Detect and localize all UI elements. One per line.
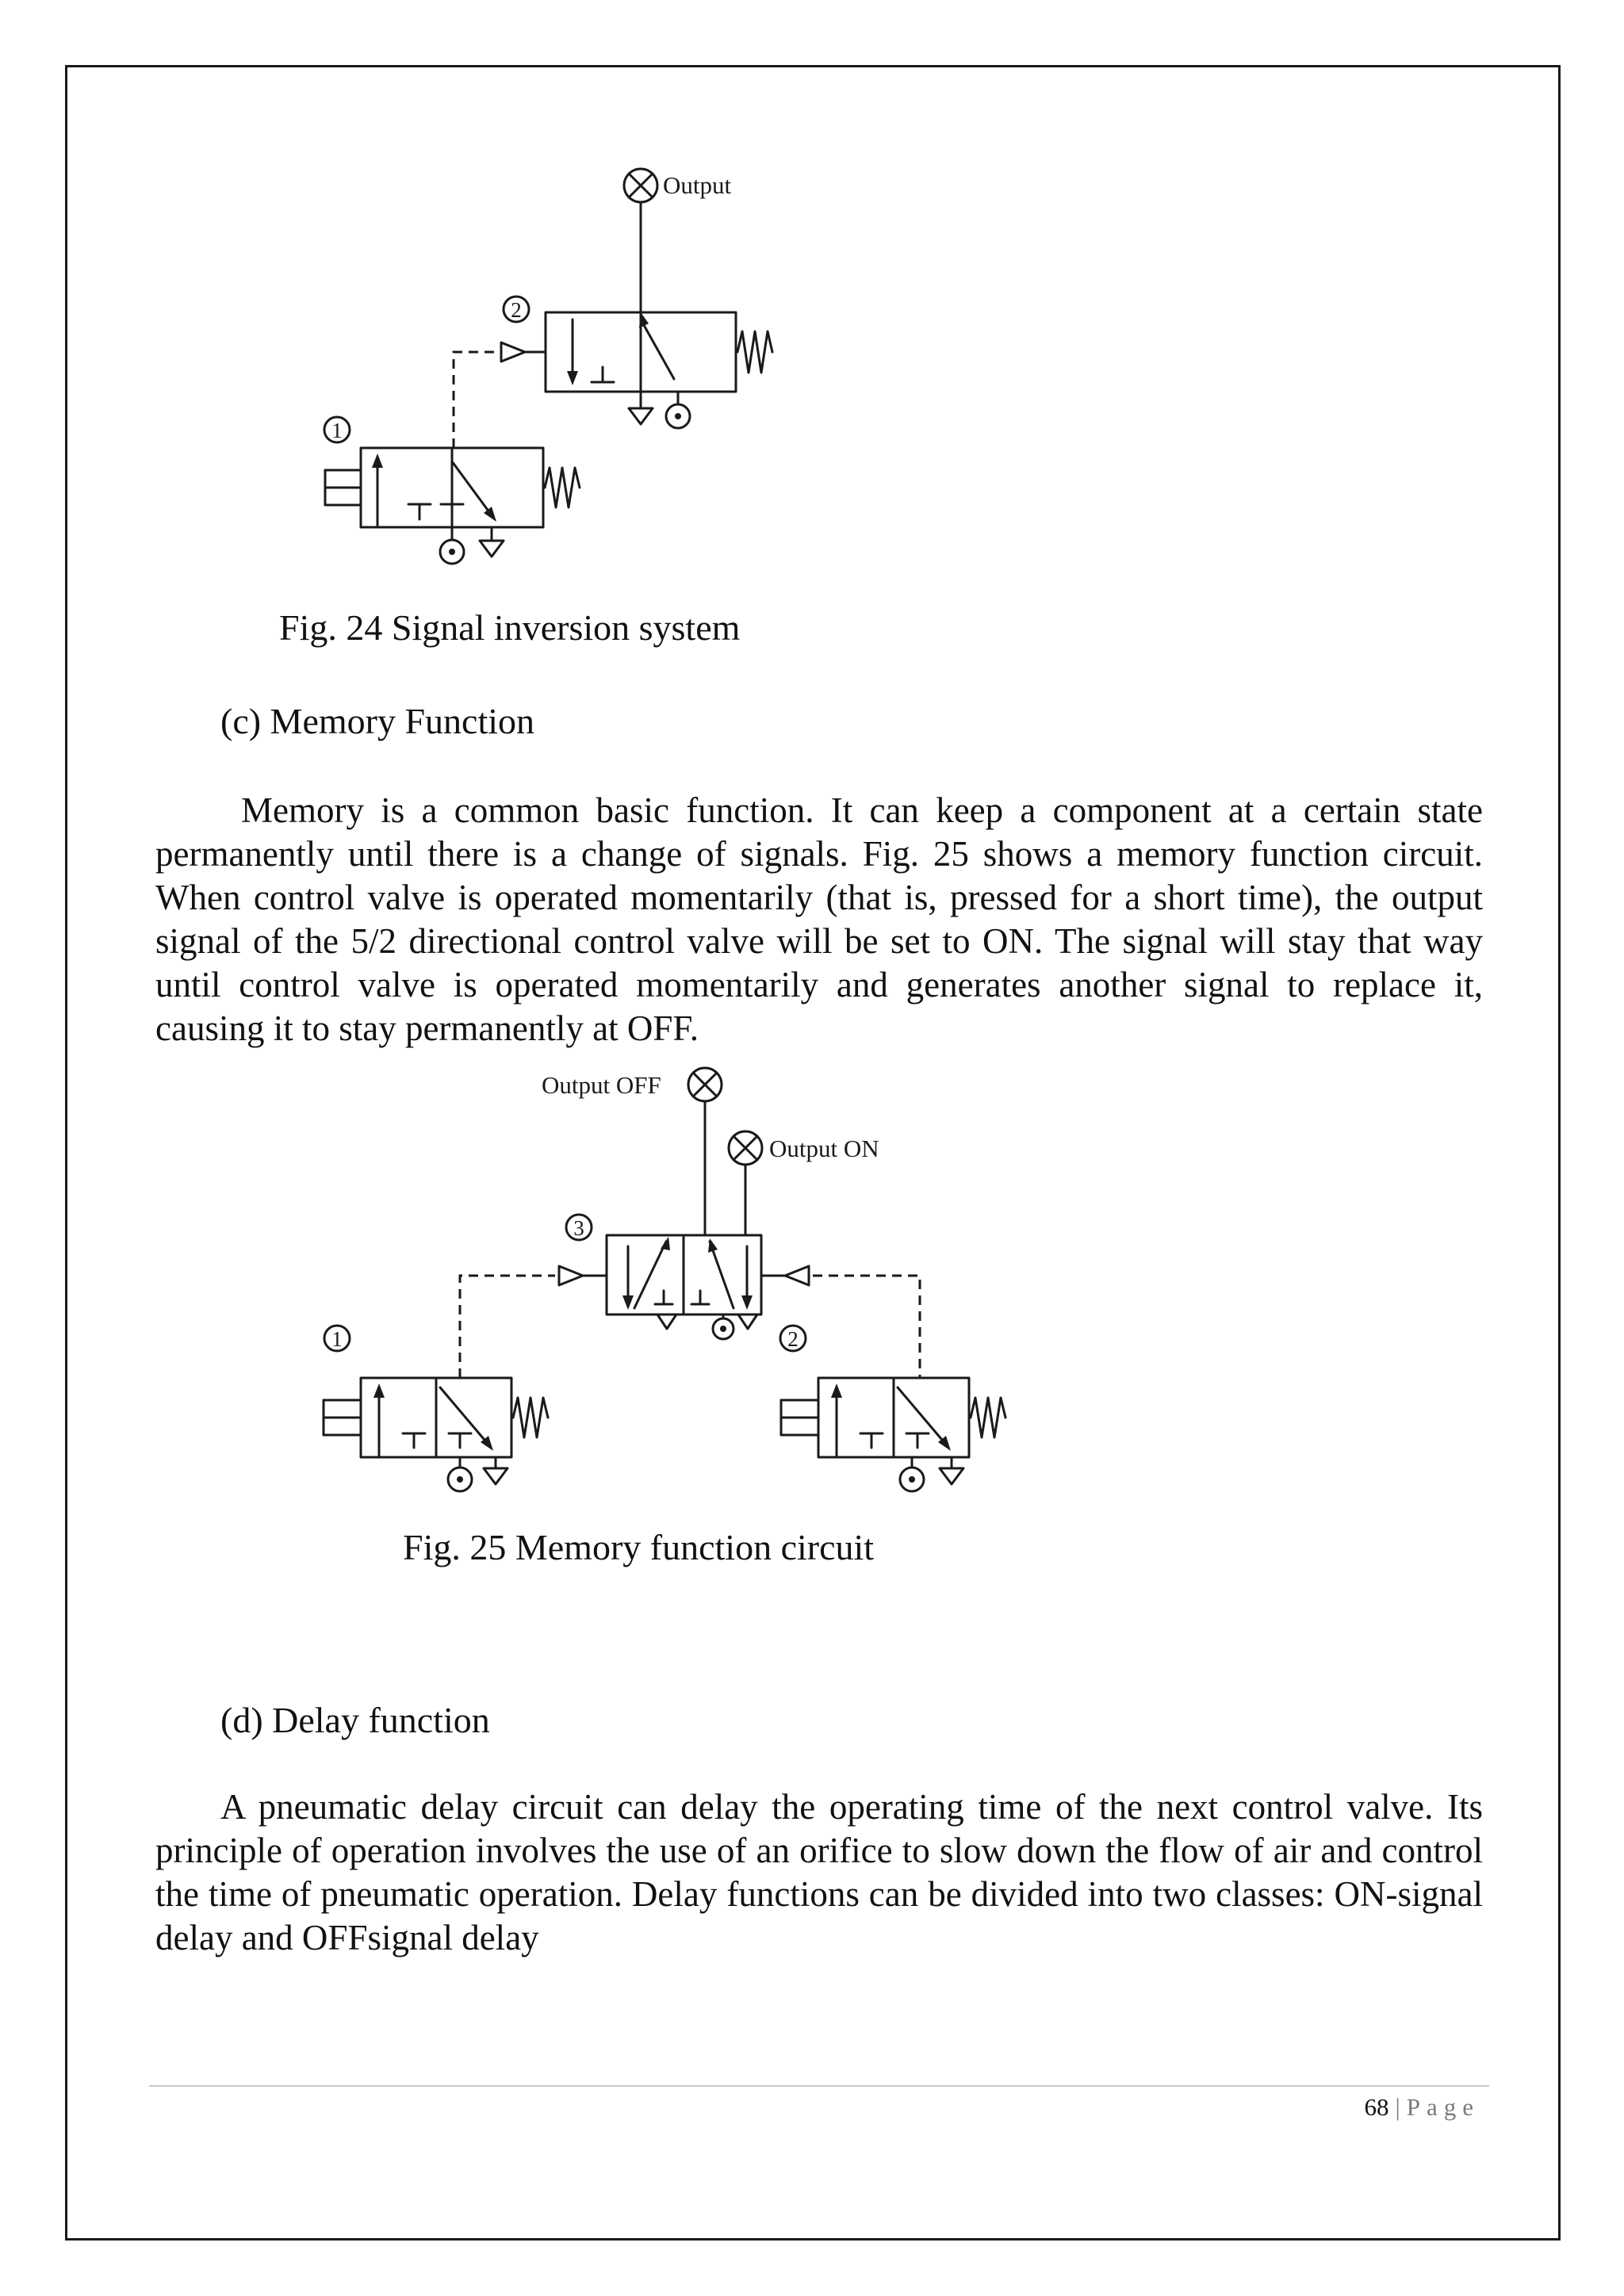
section-d-paragraph: A pneumatic delay circuit can delay the operating time of the next control valve. Its principle of operation involves the use of an orifice to slow down the flow of air and control the time of pneumatic operation. Delay functions can be divided into two classes: ON-signal delay and OFFsignal delay	[155, 1787, 1483, 1957]
page-number: 68	[1364, 2093, 1389, 2121]
output-lamp-icon	[624, 169, 657, 202]
valve-1-number	[324, 1326, 350, 1351]
svg-text:1: 1	[331, 419, 343, 442]
page-footer	[1365, 2093, 1480, 2122]
section-d-heading: (d) Delay function	[220, 1700, 490, 1740]
svg-text:2: 2	[511, 298, 522, 322]
svg-text:2: 2	[787, 1327, 799, 1351]
valve-1-symbol	[324, 1378, 548, 1491]
page-word: Page	[1406, 2093, 1480, 2121]
section-c-heading: (c) Memory Function	[220, 701, 535, 741]
figure-24-caption: Fig. 24 Signal inversion system	[279, 607, 741, 648]
valve-2-number	[780, 1326, 806, 1351]
output-on-lamp-icon	[729, 1131, 762, 1165]
valve-2-number	[504, 297, 529, 322]
valve-2-symbol	[781, 1378, 1005, 1491]
figure-24-diagram	[301, 151, 793, 571]
pilot-line-left	[460, 1276, 555, 1378]
svg-text:3: 3	[573, 1216, 584, 1240]
output-label: Output	[663, 171, 732, 199]
section-c-paragraph: Memory is a common basic function. It can keep a component at a certain state permanently until there is a change of signals. Fig. 25 shows a memory function circuit. When control valve is operated momentarily (that is, pressed for a short time), the output signal of the 5/2 directional control valve will be set to ON. The signal will stay that way until control valve is operated momentarily and generates another signal to replace it, causing it to stay permanently at OFF.	[155, 790, 1483, 1048]
output-off-lamp-icon	[688, 1068, 722, 1101]
output-on-label: Output ON	[769, 1135, 879, 1162]
svg-text:1: 1	[331, 1327, 343, 1351]
footer-divider	[149, 2085, 1489, 2087]
valve-3-symbol	[559, 1235, 809, 1339]
pilot-signal-line	[454, 352, 498, 448]
figure-25-caption: Fig. 25 Memory function circuit	[403, 1527, 875, 1567]
valve-3-number	[566, 1215, 592, 1240]
valve-2-symbol	[501, 312, 772, 428]
valve-1-number	[324, 417, 350, 442]
output-off-label: Output OFF	[542, 1071, 661, 1099]
pilot-line-right	[813, 1276, 920, 1378]
figure-25-diagram	[301, 1054, 1031, 1498]
footer-separator: |	[1395, 2093, 1400, 2121]
valve-1-symbol	[325, 448, 580, 564]
